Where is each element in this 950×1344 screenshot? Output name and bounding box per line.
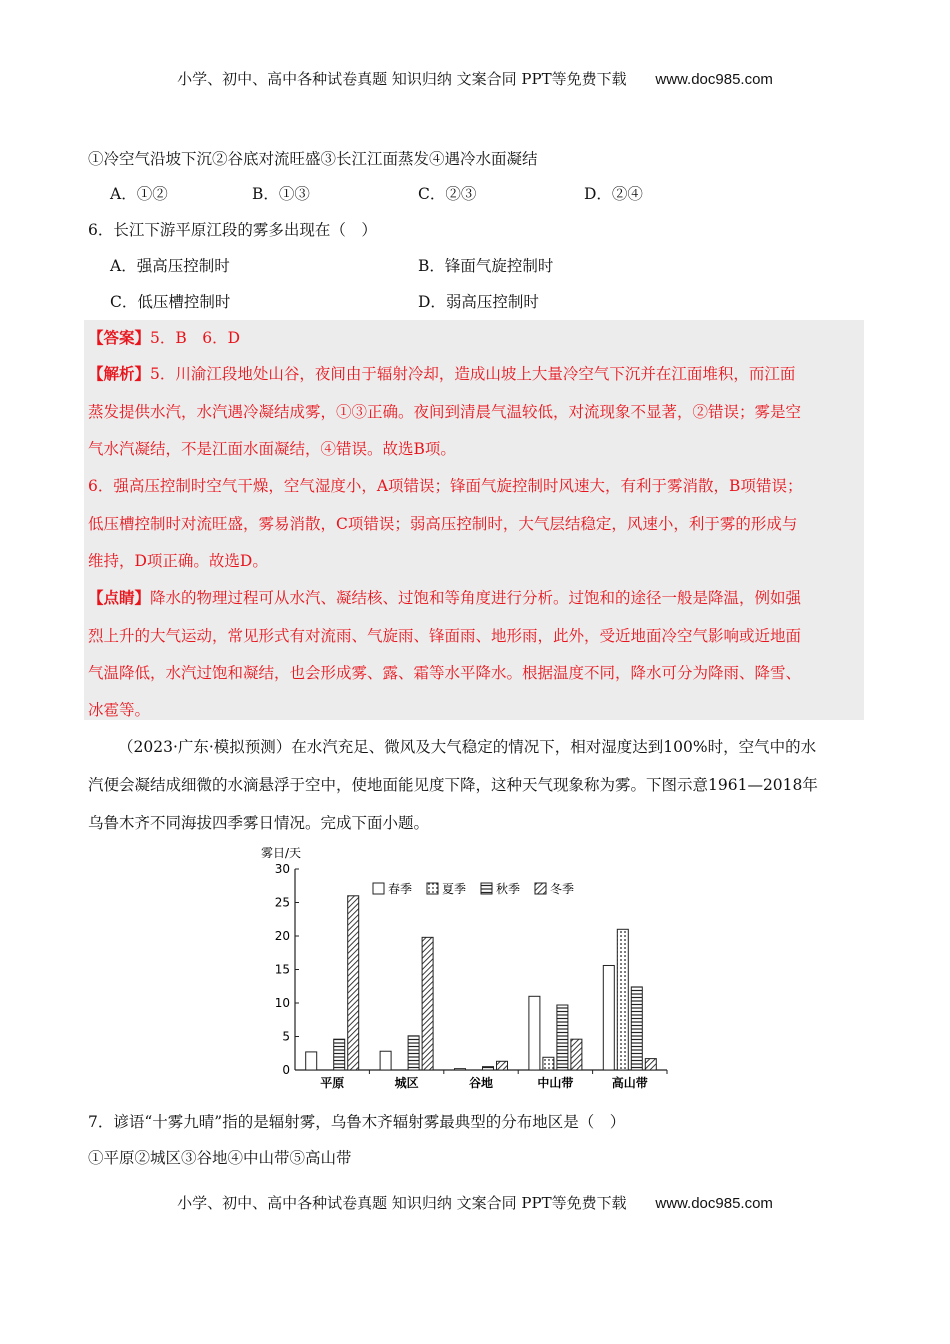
q5-option-a: A．①②	[110, 185, 168, 203]
bar-秋季-高山带	[631, 987, 642, 1070]
legend-swatch	[481, 883, 492, 894]
q5-option-c: C．②③	[418, 185, 477, 203]
bar-秋季-中山带	[557, 1005, 568, 1070]
bar-冬季-城区	[422, 937, 433, 1070]
x-tick-label: 谷地	[468, 1076, 494, 1090]
y-tick-label: 0	[282, 1063, 290, 1077]
y-tick-label: 5	[282, 1029, 290, 1044]
analysis-line-6: 维持，D项正确。故选D。	[88, 552, 268, 570]
footer-site-link[interactable]: www.doc985.com	[655, 1195, 773, 1212]
x-tick-label: 中山带	[537, 1076, 574, 1090]
bar-秋季-平原	[334, 1039, 345, 1070]
q7-statements: ①平原②城区③谷地④中山带⑤高山带	[88, 1149, 352, 1167]
answer-label: 【答案】	[88, 328, 151, 347]
q6-option-c: C．低压槽控制时	[110, 293, 231, 311]
legend-label: 夏季	[442, 882, 467, 896]
answer-text: 5．B 6．D	[150, 329, 241, 347]
bar-秋季-谷地	[483, 1067, 494, 1070]
bar-冬季-谷地	[497, 1061, 508, 1070]
bar-冬季-高山带	[645, 1059, 656, 1070]
footer-text: 小学、初中、高中各种试卷真题 知识归纳 文案合同 PPT等免费下载	[177, 1194, 627, 1212]
q7-stem: 7．谚语“十雾九晴”指的是辐射雾，乌鲁木齐辐射雾最典型的分布地区是（ ）	[88, 1113, 626, 1131]
tip-line-4: 冰雹等。	[88, 701, 151, 719]
x-tick-label: 城区	[394, 1076, 419, 1090]
bar-春季-高山带	[603, 965, 614, 1070]
x-tick-label: 高山带	[611, 1076, 648, 1090]
legend-label: 春季	[388, 882, 413, 896]
answer-line	[88, 326, 240, 348]
tip-line-3: 气温降低，水汽过饱和凝结，也会形成雾、露、霜等水平降水。根据温度不同，降水可分为降雨、降雪、	[88, 664, 802, 682]
legend-label: 秋季	[496, 882, 521, 896]
bar-夏季-高山带	[617, 929, 628, 1070]
page-header	[0, 68, 950, 89]
analysis-line-4: 6．强高压控制时空气干燥，空气湿度小，A项错误；锋面气旋控制时风速大，有利于雾消散，B项错误；	[88, 477, 803, 495]
tip-label: 【点睛】	[88, 588, 151, 607]
bar-春季-平原	[306, 1052, 317, 1070]
y-tick-label: 25	[274, 895, 290, 910]
bar-春季-中山带	[529, 996, 540, 1070]
q6-option-d: D．弱高压控制时	[418, 293, 539, 311]
intro-line-3: 乌鲁木齐不同海拔四季雾日情况。完成下面小题。	[88, 814, 430, 832]
legend-swatch	[373, 883, 384, 894]
analysis-label: 【解析】	[88, 364, 151, 383]
q5-option-b: B．①③	[252, 185, 310, 203]
intro-line-1: （2023·广东·模拟预测）在水汽充足、微风及大气稳定的情况下，相对湿度达到100%时，空气中的水	[118, 738, 817, 756]
y-tick-label: 15	[274, 962, 290, 977]
y-tick-label: 10	[274, 996, 290, 1010]
fog-days-chart	[255, 842, 685, 1092]
legend-label: 冬季	[550, 882, 575, 896]
q6-stem: 6．长江下游平原江段的雾多出现在（ ）	[88, 221, 377, 239]
q5-statements: ①冷空气沿坡下沉②谷底对流旺盛③长江江面蒸发④遇冷水面凝结	[88, 150, 538, 168]
legend-swatch	[427, 883, 438, 894]
y-axis-label: 雾日/天	[261, 846, 302, 860]
tip-line-2: 烈上升的大气运动，常见形式有对流雨、气旋雨、锋面雨、地形雨，此外，受近地面冷空气影响或近地面	[88, 627, 802, 645]
q5-option-d: D．②④	[584, 185, 643, 203]
intro-line-2: 汽便会凝结成细微的水滴悬浮于空中，使地面能见度下降，这种天气现象称为雾。下图示意1961—2018年	[88, 776, 818, 794]
analysis-line-3: 气水汽凝结，不是江面水面凝结，④错误。故选B项。	[88, 440, 456, 458]
header-text: 小学、初中、高中各种试卷真题 知识归纳 文案合同 PPT等免费下载	[177, 70, 627, 88]
bar-冬季-平原	[348, 896, 359, 1070]
q6-option-a: A．强高压控制时	[110, 257, 230, 275]
bar-秋季-城区	[408, 1036, 419, 1070]
bar-冬季-中山带	[571, 1039, 582, 1070]
y-tick-label: 30	[274, 862, 290, 876]
analysis-line-5: 低压槽控制时对流旺盛，雾易消散，C项错误；弱高压控制时，大气层结稳定，风速小，利于雾的形成与	[88, 515, 798, 533]
tip-line-1: 【点睛】降水的物理过程可从水汽、凝结核、过饱和等角度进行分析。过饱和的途径一般是降温，例如强	[88, 588, 802, 607]
analysis-line-1: 【解析】5．川渝江段地处山谷，夜间由于辐射冷却，造成山坡上大量冷空气下沉并在江面堆积，而江面	[88, 364, 796, 383]
analysis-line-2: 蒸发提供水汽，水汽遇冷凝结成雾，①③正确。夜间到清晨气温较低，对流现象不显著，②错误；雾是空	[88, 403, 802, 421]
bar-春季-谷地	[455, 1069, 466, 1070]
header-site-link[interactable]: www.doc985.com	[655, 71, 773, 88]
y-tick-label: 20	[274, 929, 290, 943]
x-tick-label: 平原	[320, 1076, 345, 1090]
legend-swatch	[535, 883, 546, 894]
page-footer	[0, 1192, 950, 1213]
bar-夏季-中山带	[543, 1057, 554, 1070]
q6-option-b: B．锋面气旋控制时	[418, 257, 554, 275]
bar-春季-城区	[380, 1051, 391, 1070]
